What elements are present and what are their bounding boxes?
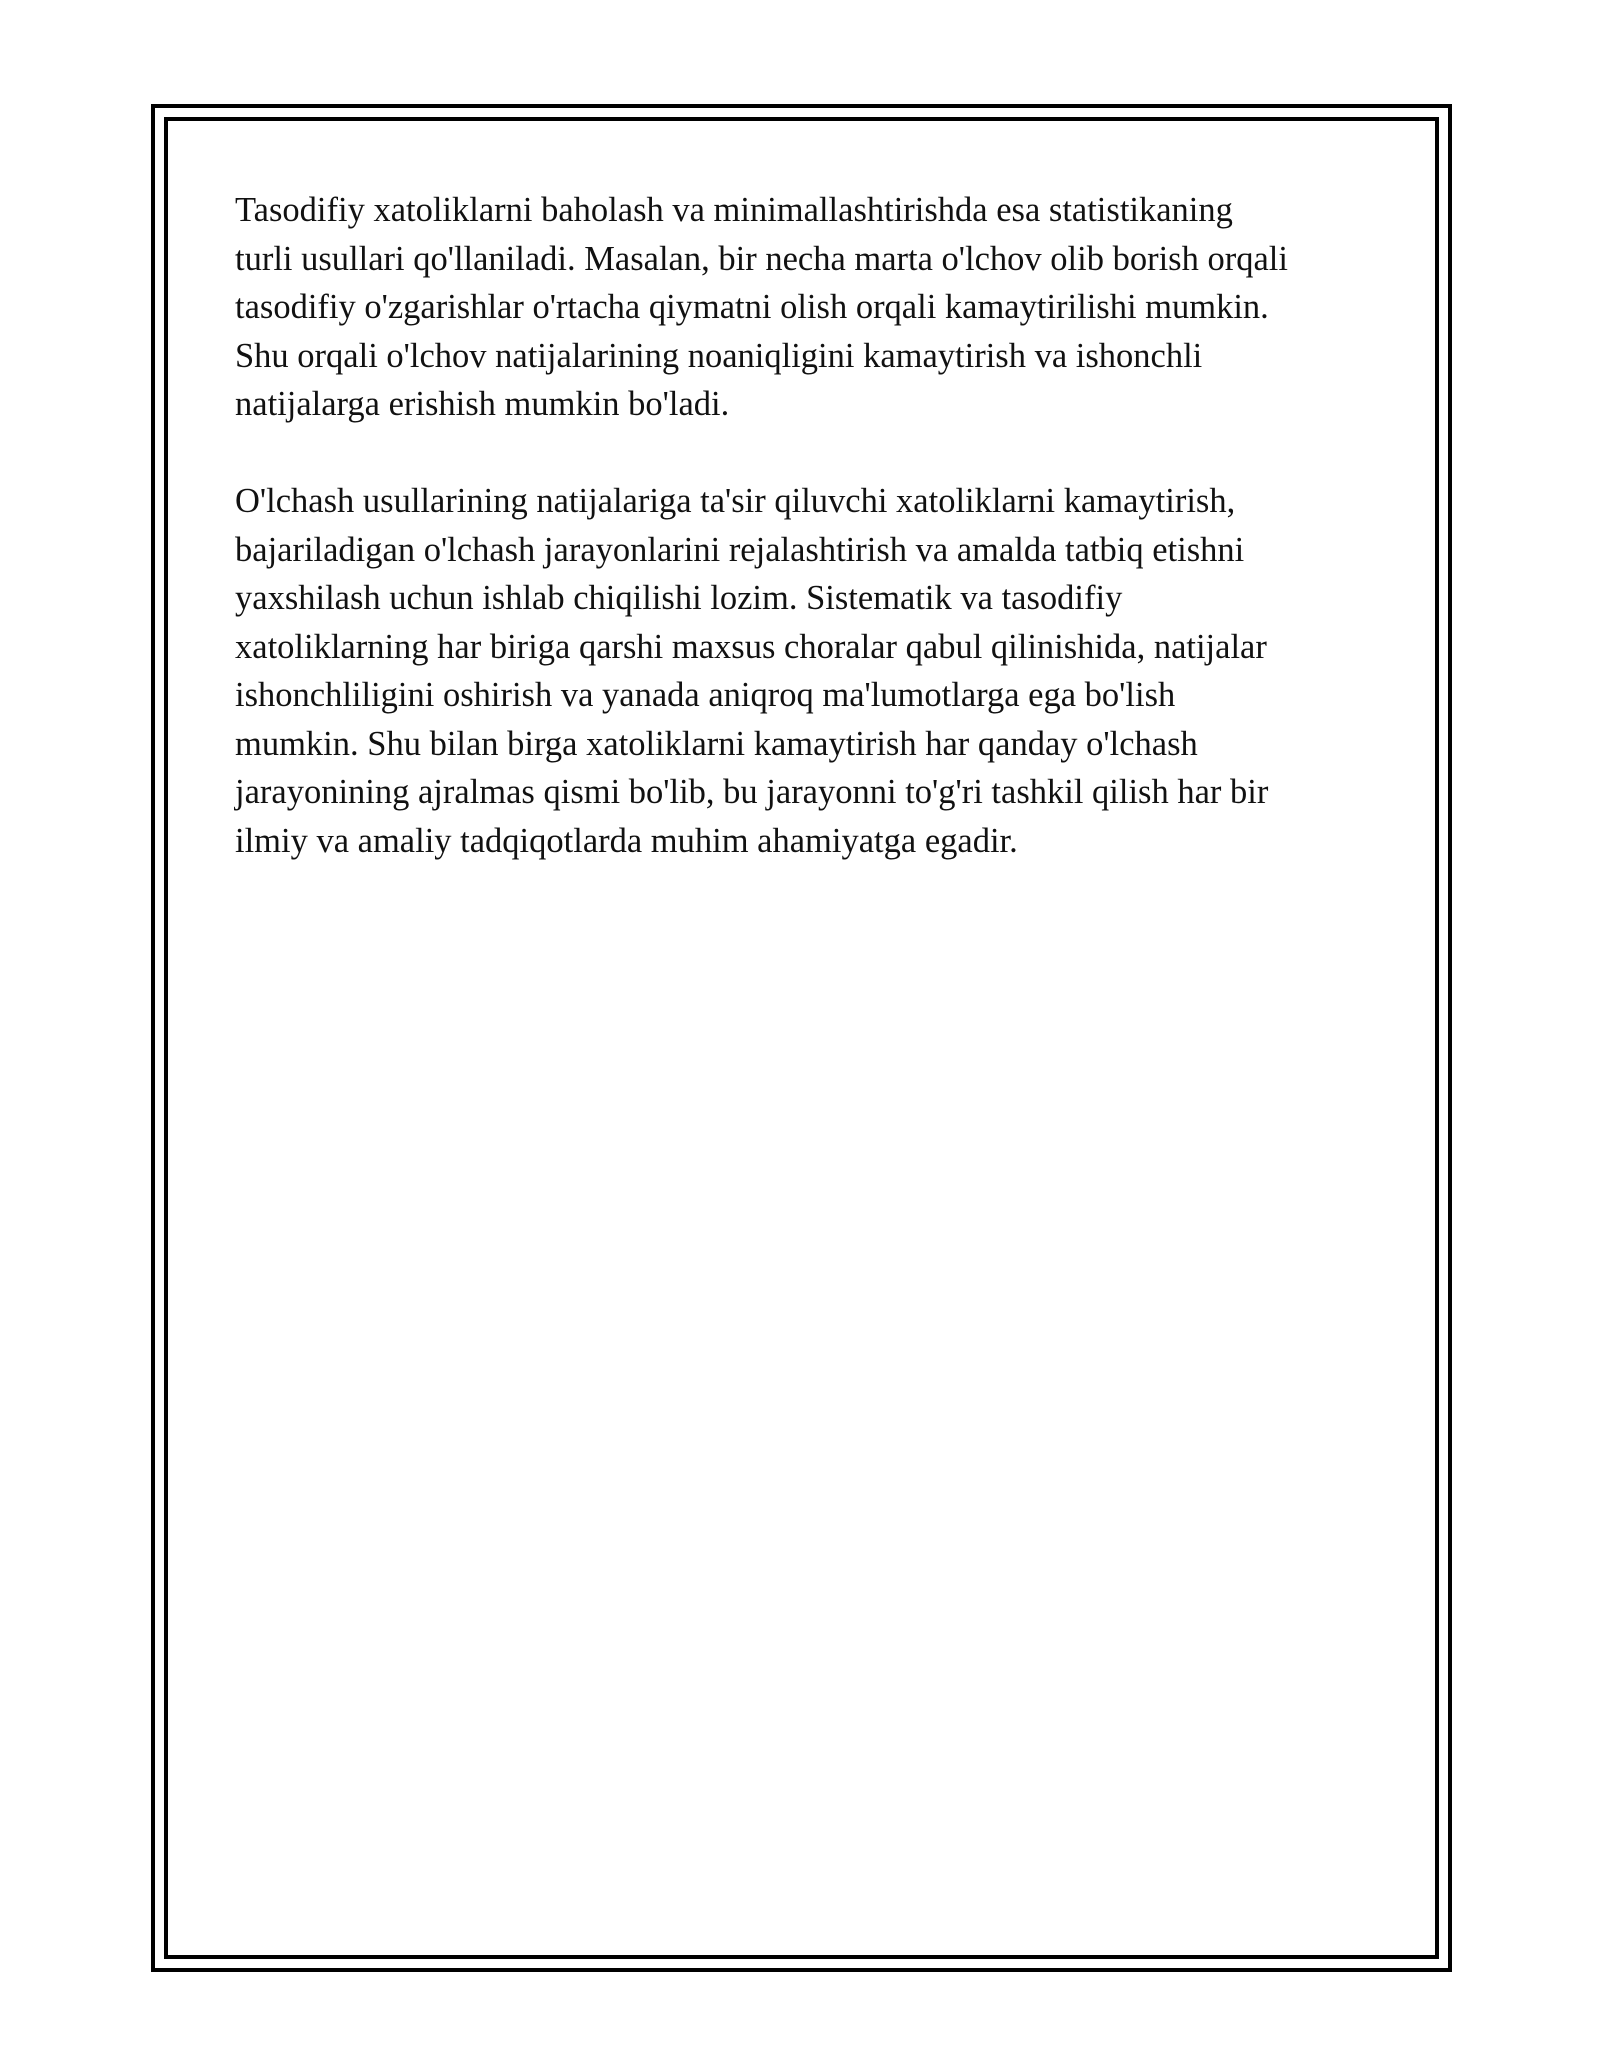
paragraph-line: ilmiy va amaliy tadqiqotlarda muhim ahamiyatga egadir. [235,821,1018,860]
paragraph-line: bajariladigan o'lchash jarayonlarini rejalashtirish va amalda tatbiq etishni [235,530,1245,569]
paragraph-line: yaxshilash uchun ishlab chiqilishi lozim. Sistematik va tasodifiy [235,579,1123,617]
paragraph-line: Tasodifiy xatoliklarni baholash va minimallashtirishda esa statistikaning [235,191,1233,229]
paragraph-1 [235,186,1375,429]
paragraph-line: turli usullari qo'llaniladi. Masalan, bir necha marta o'lchov olib borish orqali [235,239,1288,278]
paragraph-line: ishonchliligini oshirish va yanada aniqroq ma'lumotlarga ega bo'lish [235,676,1176,714]
paragraph-2 [235,477,1375,865]
paragraph-spacer [235,429,1375,478]
paragraph-line: tasodifiy o'zgarishlar o'rtacha qiymatni olish orqali kamaytirilishi mumkin. [235,288,1269,326]
document-body [235,186,1375,865]
paragraph-line: O'lchash usullarining natijalariga ta'sir qiluvchi xatoliklarni kamaytirish, [235,482,1236,520]
paragraph-line: jarayonining ajralmas qismi bo'lib, bu jarayonni to'g'ri tashkil qilish har bir [235,773,1269,811]
paragraph-line: Shu orqali o'lchov natijalarining noaniqligini kamaytirish va ishonchli [235,336,1203,375]
paragraph-line: natijalarga erishish mumkin bo'ladi. [235,385,730,423]
paragraph-line: xatoliklarning har biriga qarshi maxsus choralar qabul qilinishida, natijalar [235,627,1267,666]
paragraph-line: mumkin. Shu bilan birga xatoliklarni kamaytirish har qanday o'lchash [235,724,1198,763]
